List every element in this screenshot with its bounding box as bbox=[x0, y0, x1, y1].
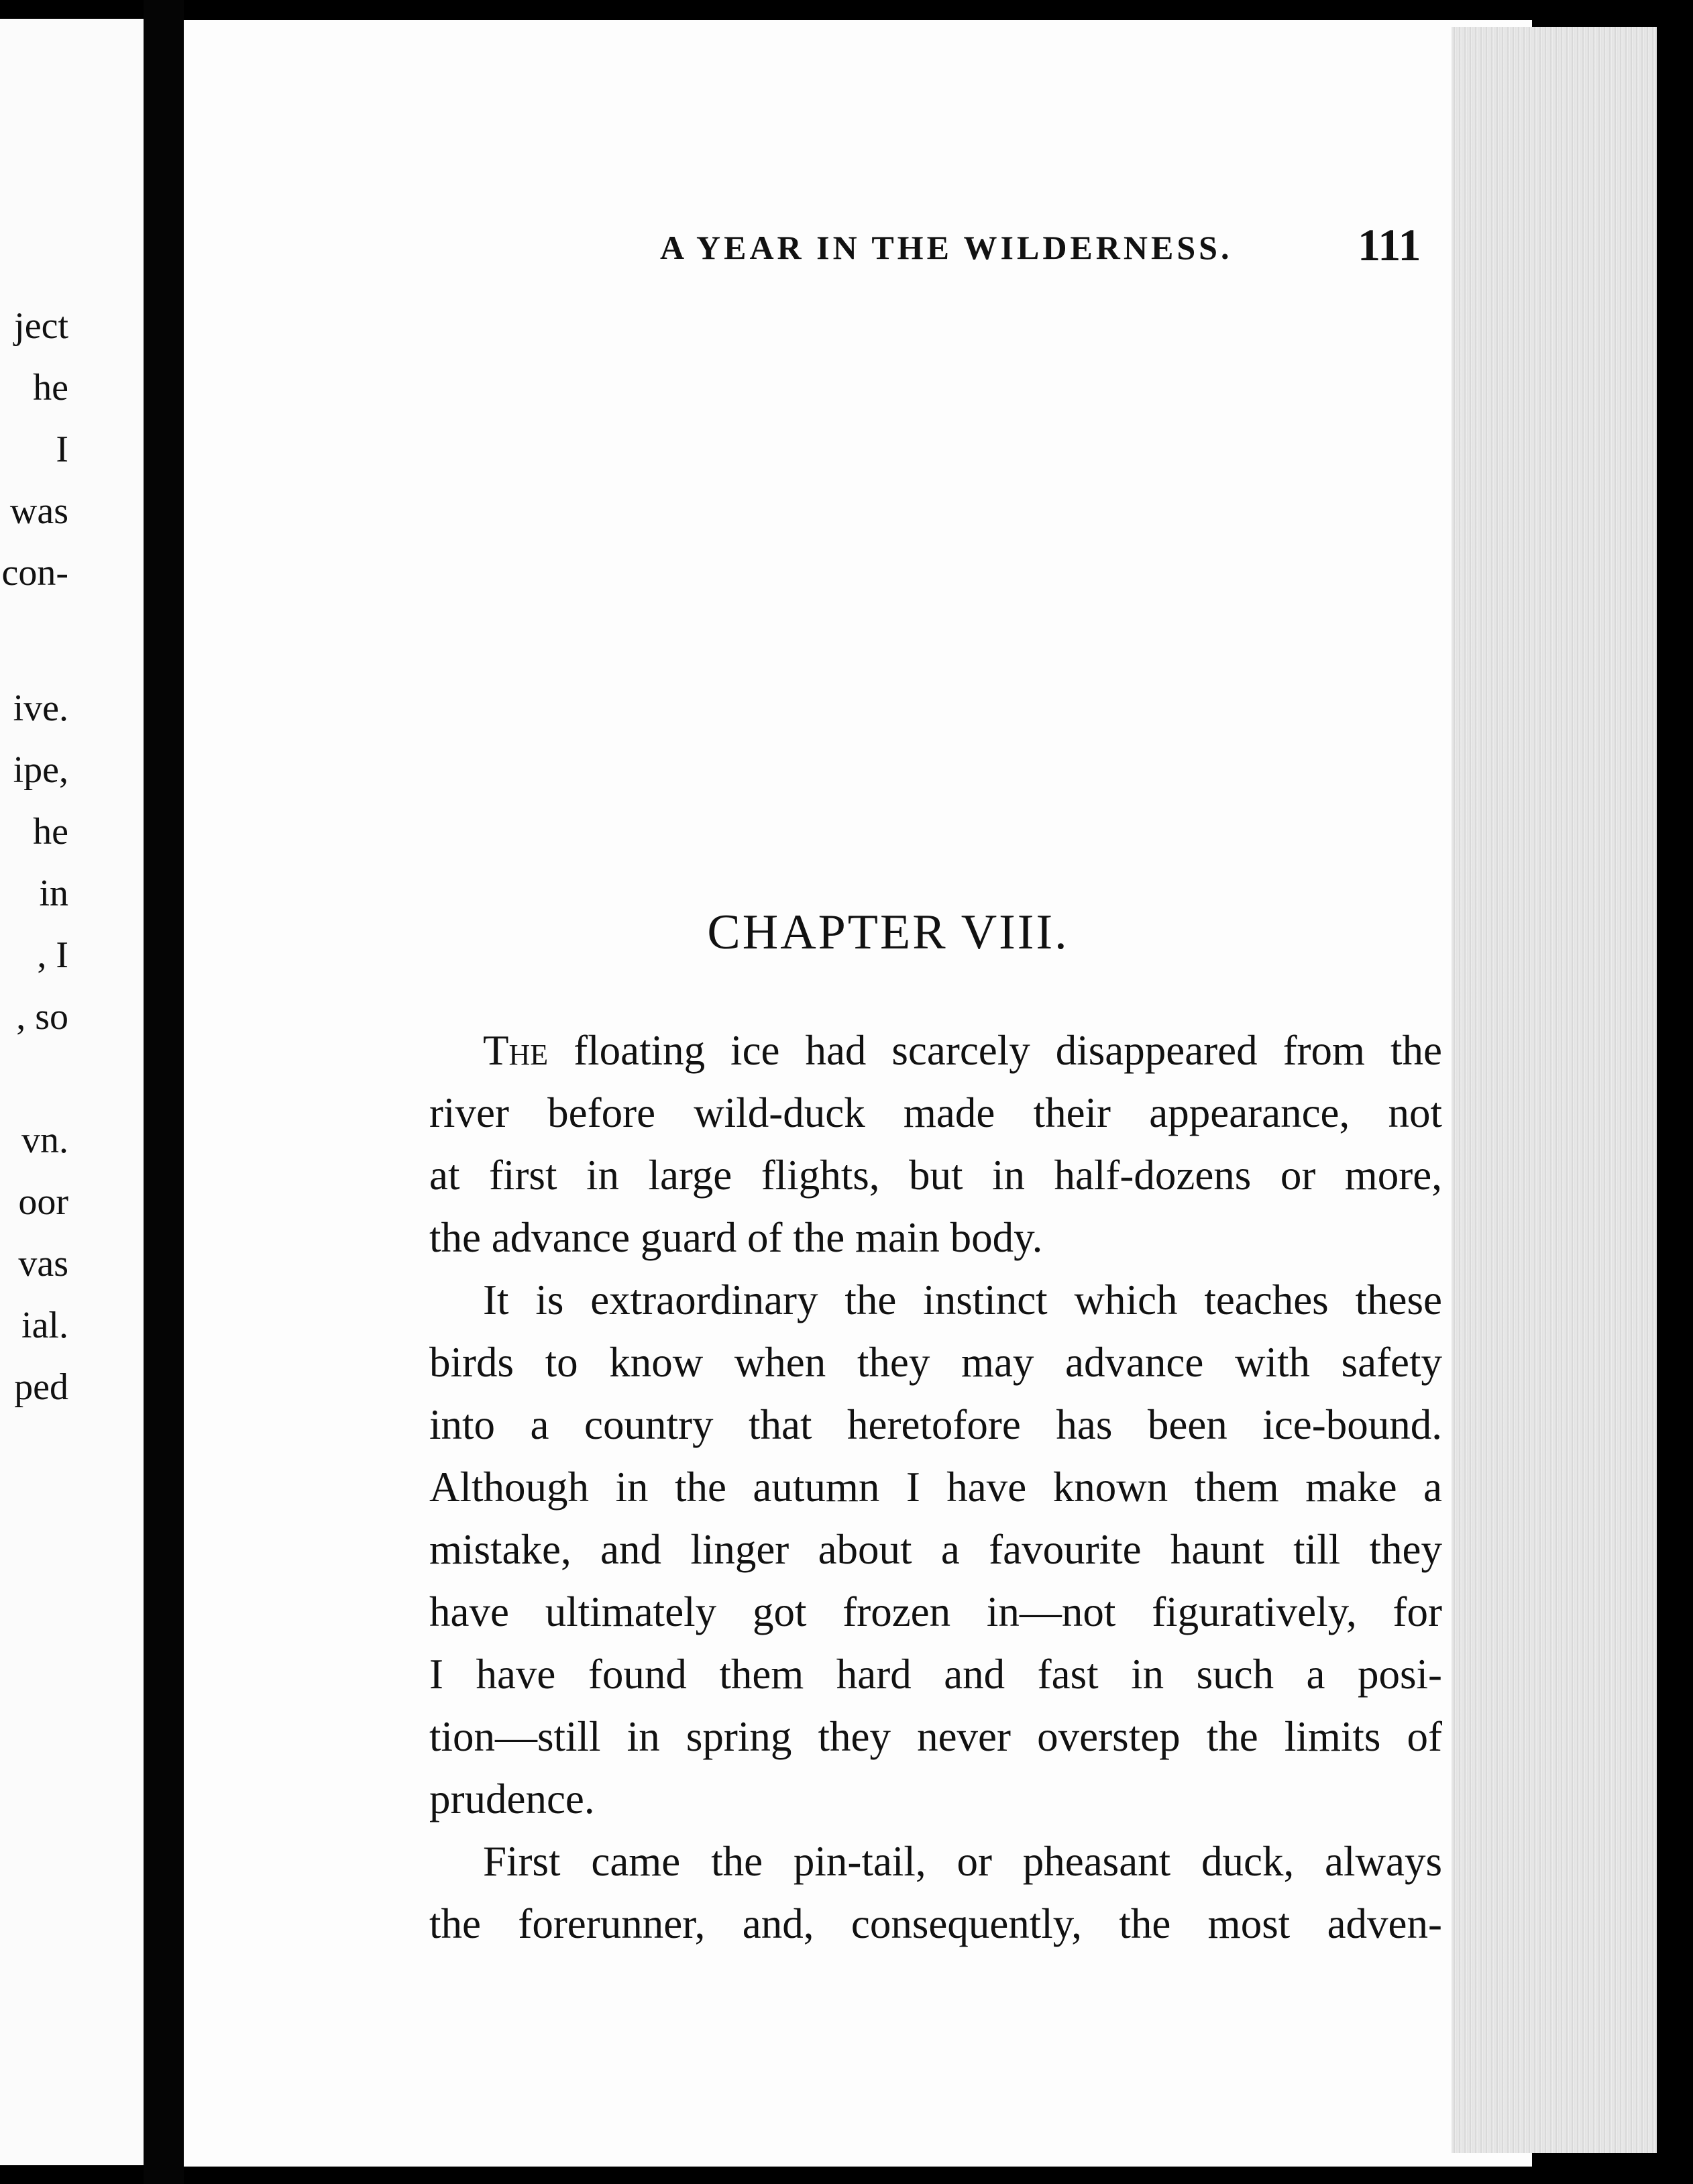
previous-page-line: in bbox=[39, 873, 68, 914]
text-line: I have found them hard and fast in such a posi- bbox=[429, 1651, 1442, 1698]
text-line: river before wild-duck made their appearance, not bbox=[429, 1089, 1442, 1136]
text-line: First came the pin-tail, or pheasant duck, always bbox=[483, 1838, 1442, 1885]
paragraph bbox=[429, 1269, 1442, 1831]
text-line: tion—still in spring they never overstep the limits of bbox=[429, 1713, 1442, 1760]
paragraph bbox=[429, 1831, 1442, 1955]
previous-page-line: oor bbox=[18, 1181, 68, 1223]
previous-page-line: ped bbox=[14, 1366, 68, 1408]
scan-border bbox=[1657, 0, 1693, 2184]
lead-word: The bbox=[483, 1027, 549, 1074]
previous-page-line: was bbox=[9, 490, 68, 532]
body-text bbox=[429, 1020, 1442, 1955]
previous-page-line: ial. bbox=[21, 1305, 68, 1346]
previous-page-line: ipe, bbox=[13, 749, 68, 791]
text-line: The floating ice had scarcely disappeared from the bbox=[483, 1027, 1442, 1074]
book-page bbox=[184, 20, 1532, 2167]
page-number: 111 bbox=[1358, 219, 1421, 270]
text-line: It is extraordinary the instinct which teaches these bbox=[483, 1276, 1442, 1323]
previous-page-line: vn. bbox=[21, 1120, 68, 1161]
page-edges bbox=[1452, 27, 1659, 2153]
chapter-heading: CHAPTER VIII. bbox=[707, 905, 1069, 960]
previous-page-line: he bbox=[33, 367, 68, 408]
text-line: the advance guard of the main body. bbox=[429, 1214, 1043, 1261]
book-gutter bbox=[144, 0, 184, 2184]
previous-page-line: vas bbox=[18, 1243, 68, 1285]
text-line: Although in the autumn I have known them make a bbox=[429, 1464, 1442, 1511]
paragraph bbox=[429, 1020, 1442, 1269]
previous-page-line: I bbox=[56, 429, 68, 470]
previous-page-line: con- bbox=[1, 552, 68, 594]
text-line: have ultimately got frozen in—not figuratively, for bbox=[429, 1588, 1442, 1635]
text-line: mistake, and linger about a favourite haunt till they bbox=[429, 1526, 1442, 1573]
previous-page-line: , so bbox=[16, 996, 68, 1038]
previous-page-line: , I bbox=[37, 934, 68, 976]
text-line: the forerunner, and, consequently, the most adven- bbox=[429, 1900, 1442, 1947]
text-line: at first in large flights, but in half-dozens or more, bbox=[429, 1152, 1442, 1199]
previous-page-line: ject bbox=[14, 305, 68, 347]
previous-page-line: ive. bbox=[13, 688, 68, 729]
text-line: birds to know when they may advance with safety bbox=[429, 1339, 1442, 1386]
previous-page-fragment bbox=[0, 19, 144, 2165]
running-title: A YEAR IN THE WILDERNESS. bbox=[660, 229, 1233, 266]
text-line: prudence. bbox=[429, 1776, 595, 1822]
previous-page-line: he bbox=[33, 811, 68, 853]
text-line: into a country that heretofore has been ice-bound. bbox=[429, 1401, 1442, 1448]
